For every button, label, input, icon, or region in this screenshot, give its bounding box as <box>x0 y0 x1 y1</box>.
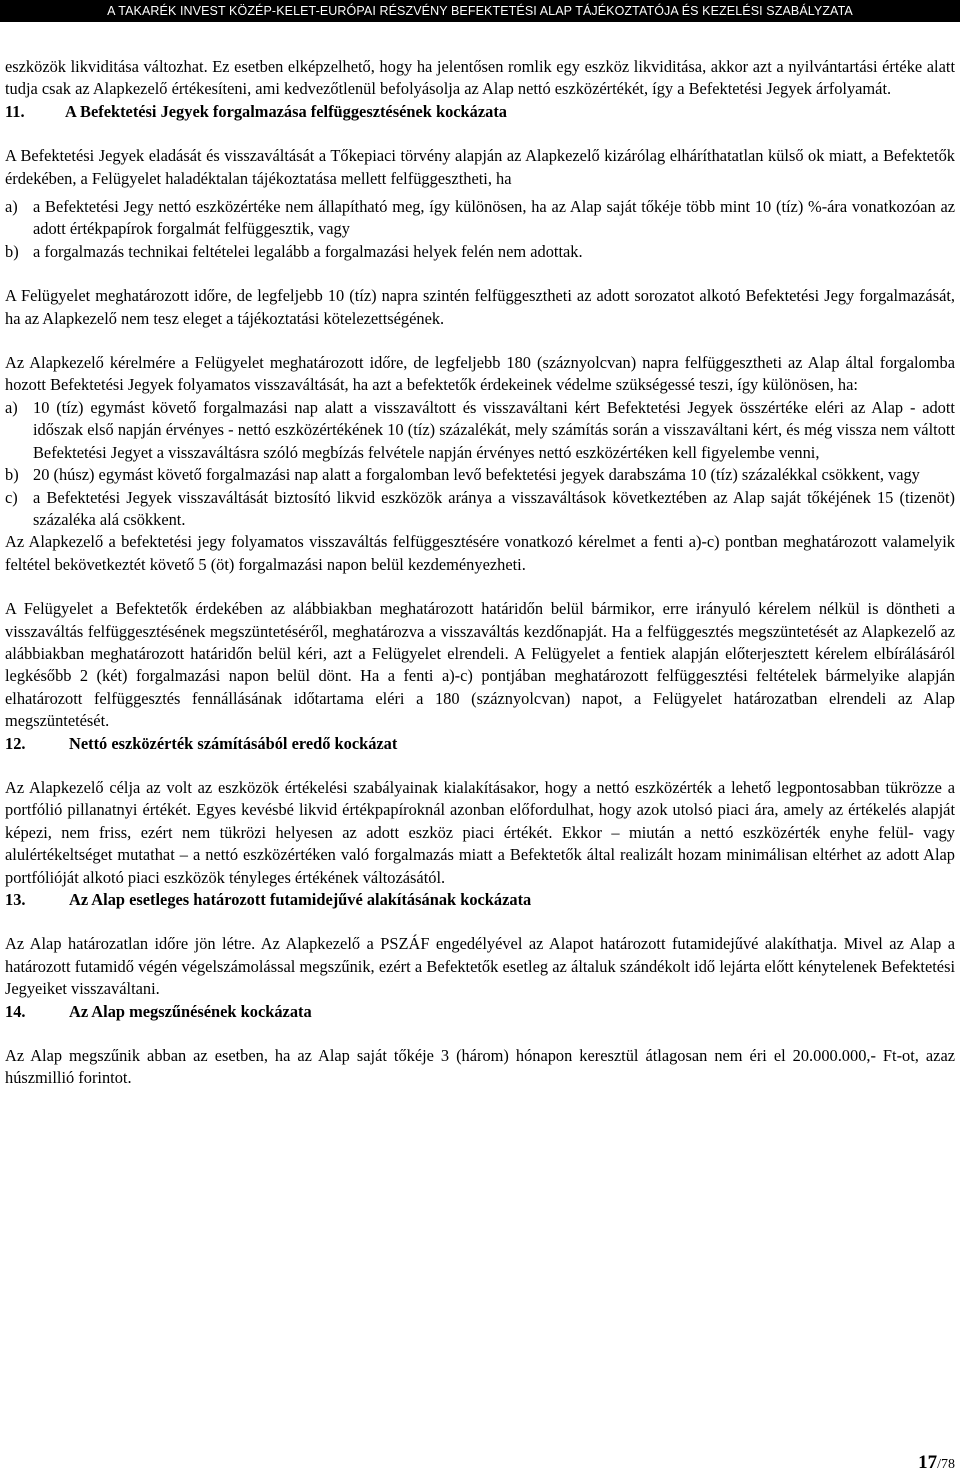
section-12-paragraph: Az Alapkezelő célja az volt az eszközök értékelési szabályainak kialakításakor, hogy a nettó eszközérték a lehető legpontosabban tükrözze a portfólió pillanatnyi értékét. Egyes kevésbé likvid értékpapíroknál azonban előfordulhat, hogy azok utolsó piaci ára, amely az értékelés alapját képezi, nem friss, ezért nem tükrözi helyesen az adott eszköz piaci értékét. Ekkor – miután a nettó eszközérték enyhe felül- vagy alulértékeltséget mutathat – a nettó eszközértéken való forgalmazás miatt a Befektetők által realizált hozam minimálisan eltérhet az adott Alap portfólióját alkotó piaci eszközök tényleges értékének változásától. <box>5 777 955 887</box>
section-title: Az Alap megszűnésének kockázata <box>69 1001 312 1021</box>
current-page: 17 <box>918 1452 938 1473</box>
total-pages: /78 <box>937 1457 955 1472</box>
list-label: b) <box>5 465 19 485</box>
section-14-heading <box>5 1001 955 1023</box>
list-label: b) <box>5 241 19 261</box>
section-11-paragraph-4: Az Alapkezelő a befektetési jegy folyamatos visszaváltás felfüggesztésére vonatkozó kérelmet a fenti a)-c) pontban meghatározott valamelyik feltétel bekövetkeztét követő 5 (öt) forgalmazási napon belül kezdeményezheti. <box>5 532 955 574</box>
list-item <box>5 397 955 464</box>
section-number: 14. <box>5 1001 26 1021</box>
section-11-paragraph-3: Az Alapkezelő kérelmére a Felügyelet meghatározott időre, de legfeljebb 180 (száznyolcvan) napra felfüggesztheti az Alap által forgalomba hozott Befektetési Jegyek folyamatos visszaváltását, ha azt a befektetők érdekeinek védelme szükségessé teszi, így különösen, ha: <box>5 353 955 395</box>
section-number: 12. <box>5 733 26 753</box>
list-text: a forgalmazás technikai feltételei legalább a forgalmazási helyek felén nem adottak. <box>33 241 583 261</box>
section-11-list-1 <box>5 196 955 263</box>
page-number <box>918 1452 955 1474</box>
section-title: A Befektetési Jegyek forgalmazása felfüggesztésének kockázata <box>65 101 507 121</box>
section-11-heading <box>5 101 955 123</box>
list-text: 20 (húsz) egymást követő forgalmazási nap alatt a forgalomban levő befektetési jegyek darabszáma 10 (tíz) százalékkal csökkent, vagy <box>33 465 920 485</box>
section-number: 11. <box>5 101 25 121</box>
list-item <box>5 241 955 263</box>
list-text: a Befektetési Jegy nettó eszközértéke nem állapítható meg, így különösen, ha az Alap saját tőkéje több mint 10 (tíz) %-ára vonatkozóan az adott értékpapírok forgalmát felfüggesztik, vagy <box>33 197 955 239</box>
list-item <box>5 196 955 241</box>
section-title: Nettó eszközérték számításából eredő kockázat <box>69 733 398 753</box>
list-label: c) <box>5 487 18 507</box>
list-label: a) <box>5 197 18 217</box>
section-13-paragraph: Az Alap határozatlan időre jön létre. Az Alapkezelő a PSZÁF engedélyével az Alapot határozott futamidejűvé alakíthatja. Mivel az Alap a határozott futamidő végén végelszámolással megszűnik, ezért a Befektetők esetleg az általuk szándékolt idő lejárta előtt kénytelenek Befektetési Jegyeiket visszaváltani. <box>5 934 955 999</box>
document-body <box>5 56 955 1090</box>
list-item <box>5 464 955 486</box>
section-14-paragraph: Az Alap megszűnik abban az esetben, ha az Alap saját tőkéje 3 (három) hónapon keresztül átlagosan nem éri el 20.000.000,- Ft-ot, azaz húszmillió forintot. <box>5 1046 955 1088</box>
list-text: a Befektetési Jegyek visszaváltását biztosító likvid eszközök aránya a visszaváltások következtében az Alap saját tőkéjének 15 (tizenöt) százaléka alá csökkent. <box>33 487 955 529</box>
list-item <box>5 487 955 532</box>
section-11-paragraph-5: A Felügyelet a Befektetők érdekében az alábbiakban meghatározott határidőn belül bármikor, erre irányuló kérelem nélkül is döntheti a visszaváltás felfüggesztésének megszüntetéséről, meghatározva a visszaváltás kezdőnapját. Ha a felfüggesztés megszüntetését az Alapkezelő az alábbiakban meghatározott határidőn belül kéri, azt a Felügyelet elrendeli. A Felügyelet a fentiek alapján előterjesztett kérelem elbírálásáról legkésőbb 2 (két) forgalmazási napon belül dönt. Ha a fenti a)-c) pontjában meghatározott felfüggesztési feltételek bármelyike alapján elhatározott felfüggesztés fennállásának időtartama eléri a 180 (száznyolcvan) napot, a Felügyelet határozatban elrendeli az Alap megszüntetését. <box>5 599 955 731</box>
list-label: a) <box>5 397 18 417</box>
section-11-paragraph-1: A Befektetési Jegyek eladását és visszaváltását a Tőkepiaci törvény alapján az Alapkezelő kizárólag elháríthatatlan külső ok miatt, a Befektetők érdekében, a Felügyelet haladéktalan tájékoztatása mellett felfüggesztheti, ha <box>5 146 955 188</box>
section-11-list-2 <box>5 397 955 531</box>
section-number: 13. <box>5 890 26 909</box>
list-text: 10 (tíz) egymást követő forgalmazási nap alatt a visszaváltott és visszaváltani kért Befektetési Jegyek összértéke eléri az Alap - adott időszak első napján érvényes - nettó eszközértékének 10 (tíz) százalékát, mely számítás során a visszaváltani kért, és még vissza nem váltott Befektetési Jegyet a visszaváltásra szóló megbízás felvétele napján érvényes nettó eszközértéken kell figyelembe venni, <box>33 397 955 462</box>
section-13-heading <box>5 889 955 911</box>
section-12-heading <box>5 733 955 755</box>
section-title: Az Alap esetleges határozott futamidejűvé alakításának kockázata <box>69 890 532 909</box>
section-11-paragraph-2: A Felügyelet meghatározott időre, de legfeljebb 10 (tíz) napra szintén felfüggesztheti az adott sorozatot alkotó Befektetési Jegy forgalmazását, ha az Alapkezelő nem tesz eleget a tájékoztatási kötelezettségének. <box>5 286 955 328</box>
page-header: A TAKARÉK INVEST KÖZÉP-KELET-EURÓPAI RÉSZVÉNY BEFEKTETÉSI ALAP TÁJÉKOZTATÓJA ÉS KEZELÉSI SZABÁLYZATA <box>0 0 960 22</box>
intro-paragraph: eszközök likviditása változhat. Ez esetben elképzelhető, hogy ha jelentősen romlik egy eszköz likviditása, akkor azt a nyilvántartási értéke alatt tudja csak az Alapkezelő értékesíteni, ami kedvezőtlenül befolyásolja az Alap nettó eszközértékét, így a Befektetési Jegyek árfolyamát. <box>5 57 955 99</box>
